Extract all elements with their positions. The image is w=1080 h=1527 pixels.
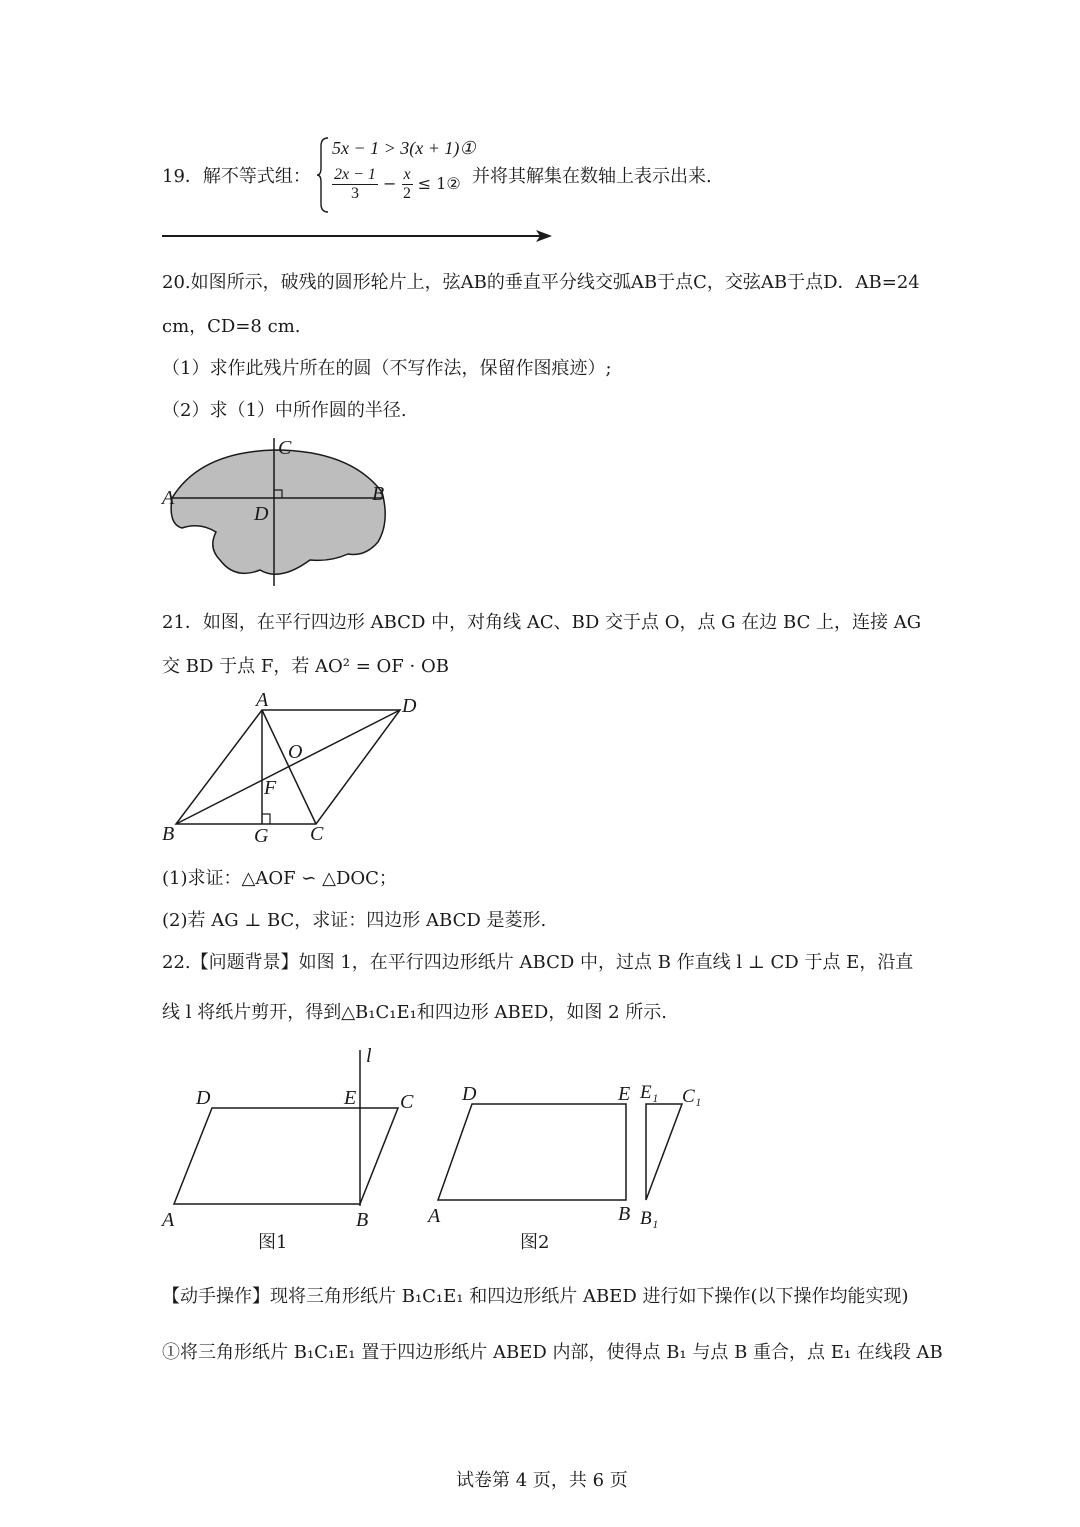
label-c: C	[278, 437, 292, 459]
page-footer: 试卷第 4 页，共 6 页	[456, 1470, 628, 1491]
q19-xfrac-denominator: 2	[403, 185, 412, 202]
q19-inequality-2	[332, 166, 461, 203]
quadrilateral-abed	[438, 1104, 626, 1200]
q20-part1: （1）求作此残片所在的圆（不写作法，保留作图痕迹）;	[162, 358, 612, 379]
label-b: B	[372, 483, 385, 505]
label-c: C	[400, 1091, 414, 1113]
q20-figure	[160, 432, 400, 592]
q22-operation-title: 【动手操作】现将三角形纸片 B₁C₁E₁ 和四边形纸片 ABED 进行如下操作(以下操作均能实现)	[162, 1286, 909, 1307]
broken-wheel-shape	[171, 450, 385, 574]
q22-figure2	[426, 1076, 716, 1236]
q21-part2: (2)若 AG ⊥ BC，求证：四边形 ABCD 是菱形.	[162, 910, 547, 931]
label-d: D	[462, 1083, 477, 1105]
q19-rest: ≤ 1②	[417, 174, 461, 193]
q21-figure	[160, 686, 430, 846]
number-axis	[160, 228, 555, 244]
q19-inequality-1: 5x − 1 > 3(x + 1)①	[332, 138, 476, 158]
label-l: l	[366, 1046, 372, 1067]
q19-suffix: 并将其解集在数轴上表示出来.	[472, 166, 712, 187]
label-d: D	[196, 1087, 211, 1109]
system-brace	[316, 136, 330, 214]
label-d: D	[254, 503, 269, 525]
q20-line1: 20.如图所示，破残的圆形轮片上，弦AB的垂直平分线交弧AB于点C，交弦AB于点D．AB=24	[162, 272, 920, 293]
q19-number: 19．解不等式组：	[162, 166, 311, 187]
label-e: E	[344, 1087, 357, 1109]
q19-minus: −	[383, 174, 397, 193]
label-o: O	[288, 741, 303, 763]
q22-figure1	[160, 1046, 430, 1256]
diagonal-bd	[176, 710, 400, 824]
q19-xfrac-numerator: x	[403, 166, 411, 183]
q20-line2: cm，CD=8 cm.	[162, 316, 301, 337]
label-g: G	[254, 825, 269, 846]
q21-part1: (1)求证：△AOF ∽ △DOC；	[162, 868, 397, 889]
q21-line1: 21．如图，在平行四边形 ABCD 中，对角线 AC、BD 交于点 O，点 G 在边 BC 上，连接 AG	[162, 612, 922, 633]
triangle-b1c1e1	[646, 1104, 682, 1200]
q21-line2: 交 BD 于点 F，若 AO² = OF · OB	[162, 656, 449, 677]
parallelogram-abcd	[174, 1108, 398, 1204]
label-a: A	[162, 487, 175, 509]
q19-frac-numerator: 2x − 1	[334, 166, 376, 183]
right-angle-mark	[262, 814, 270, 824]
label-f: F	[264, 777, 277, 799]
fig1-caption: 图1	[258, 1232, 288, 1253]
label-c: C	[310, 823, 324, 845]
label-c1: C₁	[682, 1086, 702, 1107]
label-b1: B₁	[640, 1208, 659, 1229]
label-e1: E₁	[640, 1082, 659, 1103]
q22-line1: 22.【问题背景】如图 1，在平行四边形纸片 ABCD 中，过点 B 作直线 l ⊥ CD 于点 E，沿直	[162, 952, 914, 973]
q19-frac-denominator: 3	[350, 185, 359, 202]
q20-part2: （2）求（1）中所作圆的半径.	[162, 400, 407, 421]
label-b: B	[356, 1209, 369, 1231]
label-e: E	[618, 1083, 631, 1105]
label-d: D	[402, 695, 417, 717]
fig2-caption: 图2	[520, 1232, 550, 1253]
label-b: B	[162, 823, 175, 845]
label-a: A	[256, 689, 269, 711]
label-a: A	[162, 1209, 175, 1231]
label-a: A	[428, 1205, 441, 1227]
q22-operation-1: ①将三角形纸片 B₁C₁E₁ 置于四边形纸片 ABED 内部，使得点 B₁ 与点 B 重合，点 E₁ 在线段 AB	[162, 1342, 943, 1363]
q22-line2: 线 l 将纸片剪开，得到△B₁C₁E₁和四边形 ABED，如图 2 所示.	[162, 1002, 667, 1023]
label-b: B	[618, 1203, 631, 1225]
